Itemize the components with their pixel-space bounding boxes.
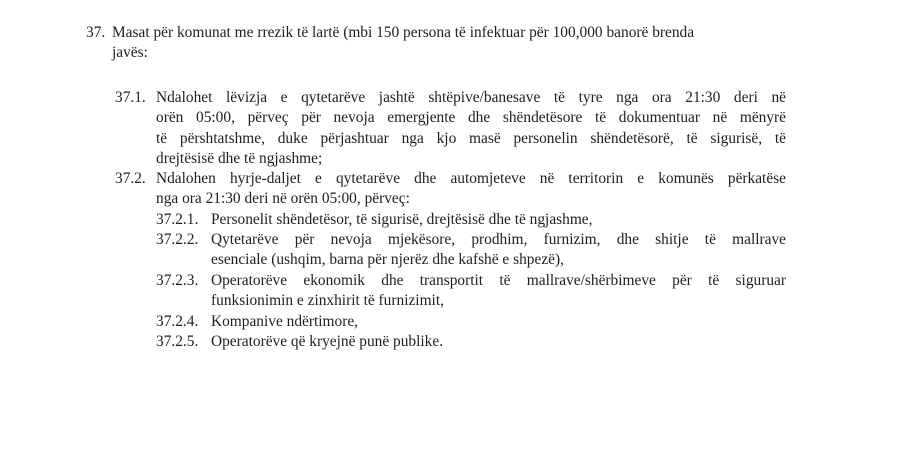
subitem-number: 37.2.2. [156, 231, 199, 248]
item-text-line: Ndalohen hyrje-daljet e qytetarëve dhe automjeteve në territorin e komunës përkatëse [156, 170, 786, 187]
item-text-line: drejtësisë dhe të ngjashme; [156, 150, 323, 167]
section-heading-line-1: Masat për komunat me rrezik të lartë (mbi 150 persona të infektuar për 100,000 banorë brenda [112, 24, 695, 41]
subitem-number: 37.2.1. [156, 211, 199, 228]
item-text-line: të përshtatshme, duke përjashtuar nga kjo masë personelin shëndetësorë, të sigurisë, të [156, 130, 786, 147]
subitem-text-line: funksionimin e zinxhirit të furnizimit, [211, 292, 444, 309]
subitem-text-line: Operatorëve që kryejnë punë publike. [211, 333, 444, 350]
item-number: 37.1. [115, 89, 146, 106]
subitem-number: 37.2.4. [156, 313, 199, 330]
section-number: 37. [86, 24, 106, 41]
item-text-line: Ndalohet lëvizja e qytetarëve jashtë shtëpive/banesave të tyre nga ora 21:30 deri në [156, 89, 786, 106]
subitem-text-line: Kompanive ndërtimore, [211, 313, 359, 330]
item-number: 37.2. [115, 170, 146, 187]
subitem-text-line: Qytetarëve për nevoja mjekësore, prodhim, furnizim, dhe shitje të mallrave [211, 231, 786, 248]
subitem-text-line: Personelit shëndetësor, të sigurisë, drejtësisë dhe të ngjashme, [211, 211, 593, 228]
subitem-text-line: Operatorëve ekonomik dhe transportit të mallrave/shërbimeve për të siguruar [211, 272, 786, 289]
item-text-line: orën 05:00, përveç për nevoja emergjente dhe shëndetësore të dokumentuar në mënyrë [156, 109, 786, 126]
item-text-line: nga ora 21:30 deri në orën 05:00, përveç: [156, 190, 410, 207]
subitem-text-line: esenciale (ushqim, barna për njerëz dhe kafshë e shpezë), [211, 251, 564, 268]
section-heading-line-2: javës: [112, 44, 148, 61]
subitem-number: 37.2.5. [156, 333, 199, 350]
subitem-number: 37.2.3. [156, 272, 199, 289]
